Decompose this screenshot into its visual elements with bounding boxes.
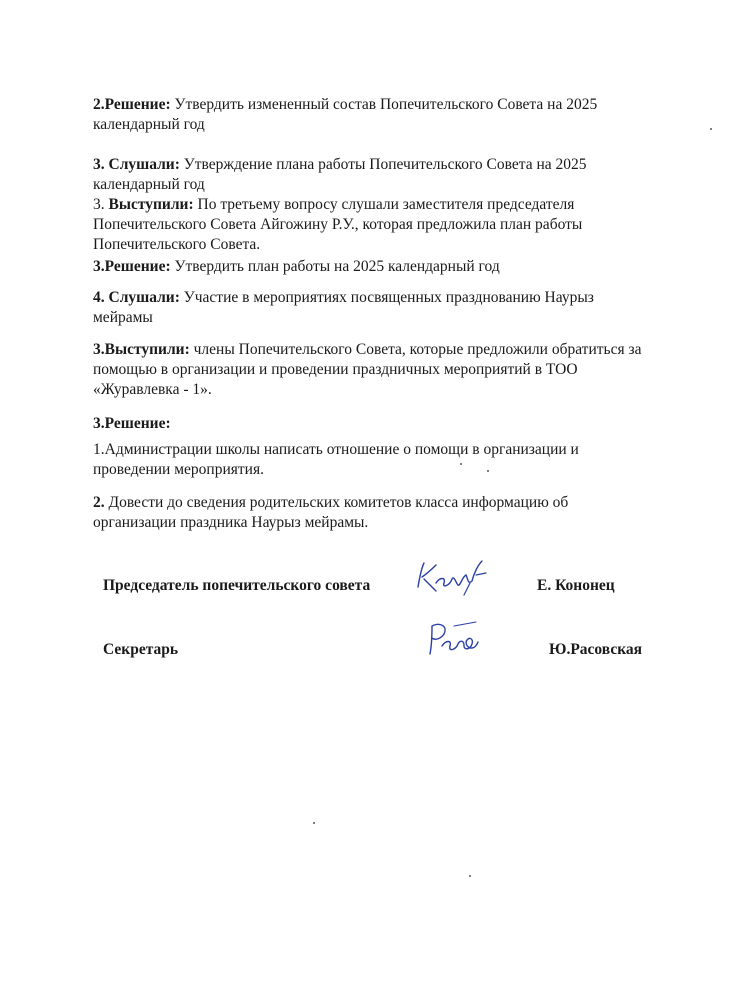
section4-heard (93, 288, 653, 328)
section3-heard (93, 155, 653, 195)
scan-speck (469, 875, 471, 877)
section3-decision (93, 257, 653, 277)
section4-decision-label: 3.Решение: (93, 415, 171, 432)
decision-item-2-text: Довести до сведения родительских комитетов класса информацию об организации праздника Наурыз мейрамы. (93, 494, 569, 531)
section4-spoke-label: 3.Выступили: (93, 341, 190, 358)
scan-speck (313, 822, 315, 824)
section3-spoke-text: По третьему вопросу слушали заместителя председателя Попечительского Совета Айгожину Р.У., которая предложила план работы Попечительского Совета. (93, 196, 583, 253)
section3-spoke-label: Выступили: (108, 196, 194, 213)
section4-spoke (93, 340, 653, 400)
section4-heard-text: Участие в мероприятиях посвященных празднованию Наурыз мейрамы (93, 289, 594, 326)
secretary-name: Ю.Расовская (549, 641, 643, 658)
scan-speck (487, 470, 489, 472)
decision-item-1: 1.Администрации школы написать отношение о помощи в организации и проведении мероприятия. (93, 441, 579, 478)
chair-name: Е. Кононец (537, 577, 615, 594)
section2-decision-label: 2.Решение: (93, 96, 171, 113)
section2-decision-text: Утвердить измененный состав Попечительского Совета на 2025 календарный год (93, 96, 598, 133)
section3-spoke-prefix: 3. (93, 196, 109, 213)
scan-speck (710, 128, 712, 130)
section3-heard-label: 3. Слушали: (93, 156, 180, 173)
decision-item-2 (93, 493, 653, 533)
section3-heard-text: Утверждение плана работы Попечительского Совета на 2025 календарный год (93, 156, 587, 193)
secretary-title: Секретарь (103, 641, 179, 658)
section3-spoke (93, 195, 653, 255)
decision-item-2-label: 2. (93, 494, 105, 511)
chair-signature-icon (412, 555, 492, 600)
section3-decision-label: 3.Решение: (93, 258, 171, 275)
secretary-signature-icon (424, 618, 482, 660)
scan-speck (460, 463, 462, 465)
section4-heard-label: 4. Слушали: (93, 289, 180, 306)
section4-spoke-text: члены Попечительского Совета, которые предложили обратиться за помощью в организации и проведении праздничных мероприятий в ТОО «Журавлевка - 1». (93, 341, 642, 398)
section2-decision (93, 95, 653, 135)
section3-decision-text: Утвердить план работы на 2025 календарный год (170, 258, 500, 275)
chair-title: Председатель попечительского совета (103, 577, 371, 594)
